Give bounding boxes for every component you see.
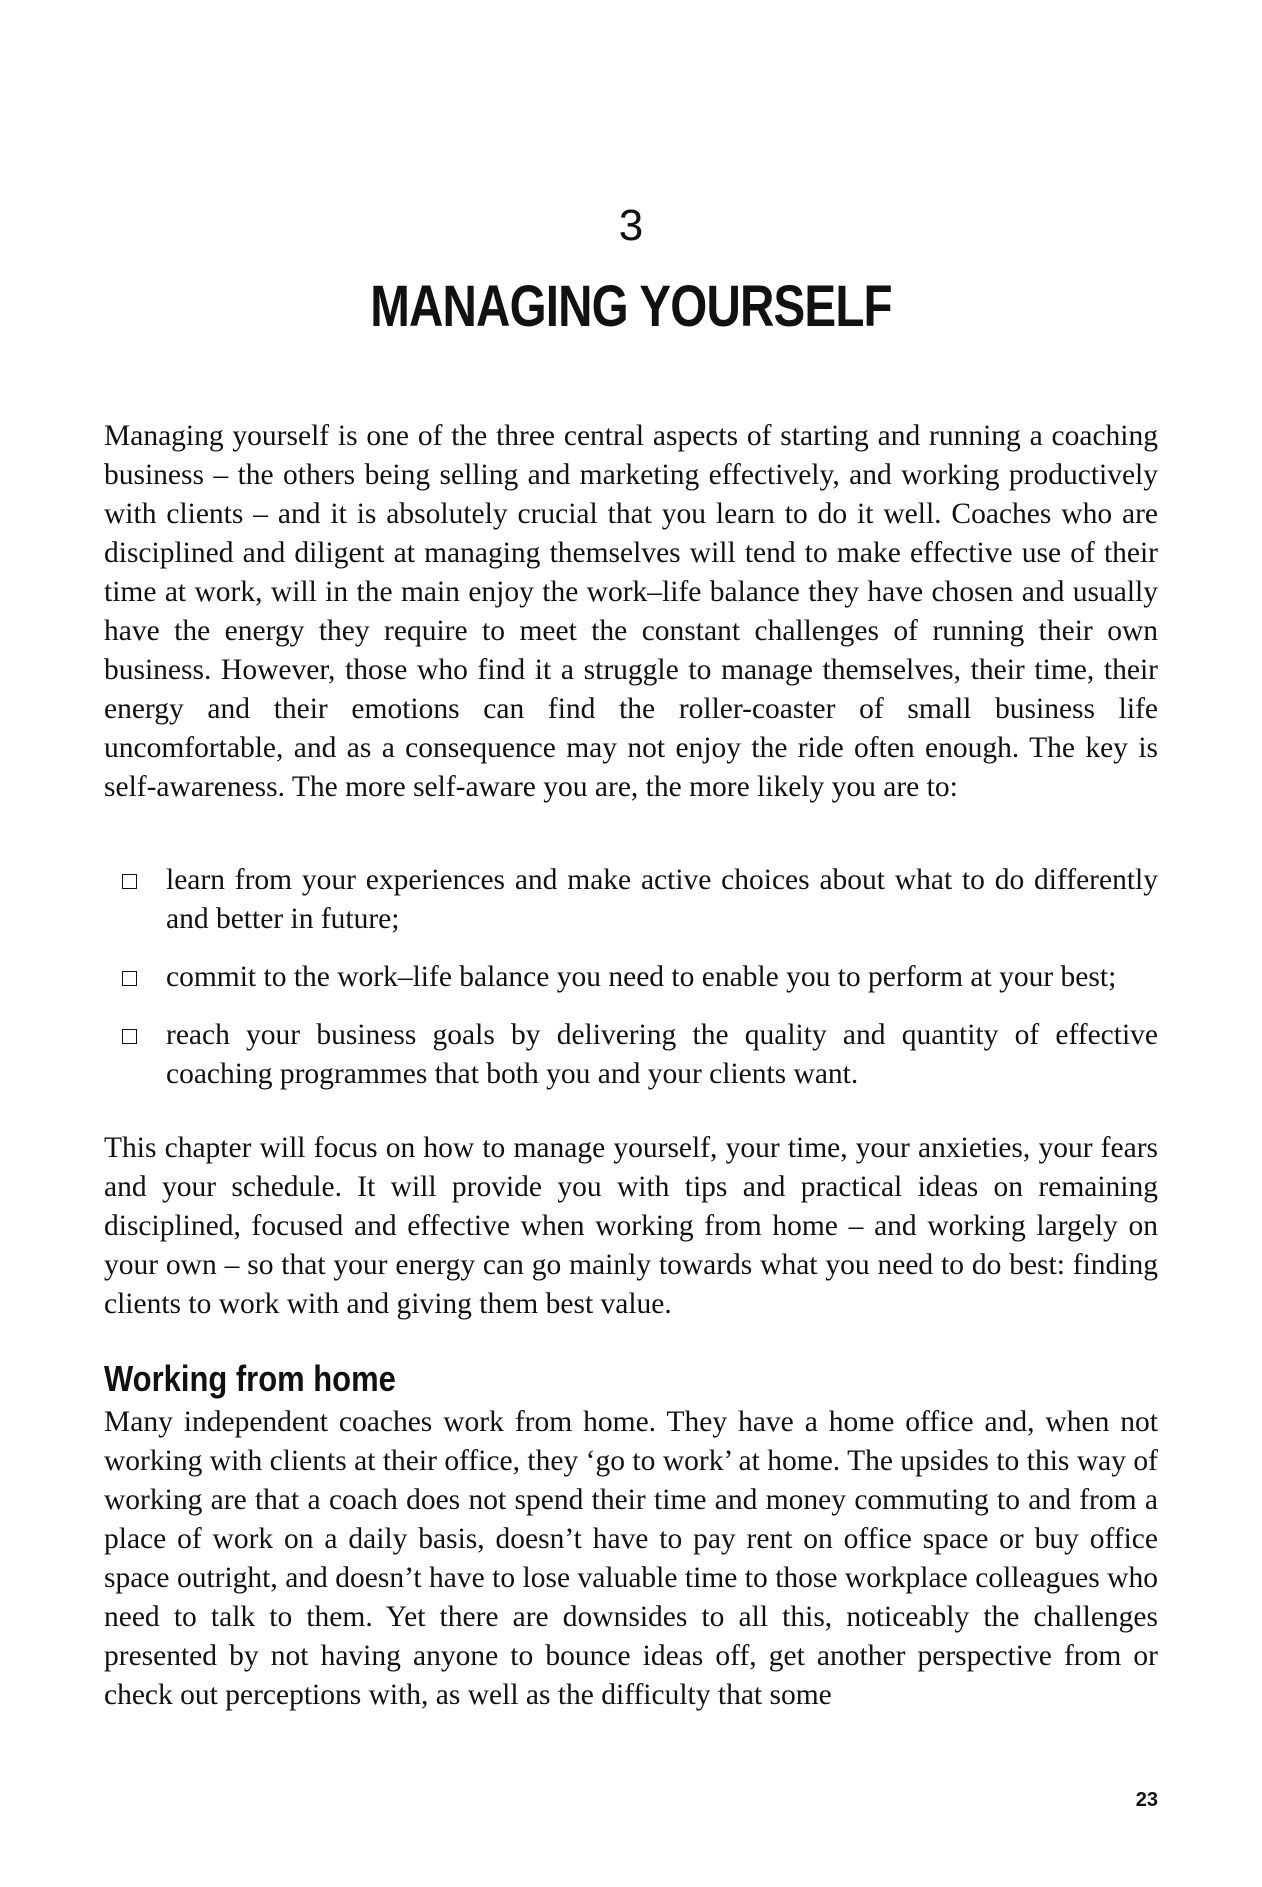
intro-paragraph: Managing yourself is one of the three central aspects of starting and running a coaching business – the others being selling and marketing effectively, and working productively with clients – and it is absolutely crucial that you learn to do it well. Coaches who are disciplined and diligent at managing themselves will tend to make effective use of their time at work, will in the main enjoy the work–life balance they have chosen and usually have the energy they require to meet the constant challenges of running their own business. However, those who find it a struggle to manage themselves, their time, their energy and their emotions can find the roller-coaster of small business life uncomfortable, and as a consequence may not enjoy the ride often enough. The key is self-awareness. The more self-aware you are, the more likely you are to: — [104, 420, 1158, 803]
section-heading: Working from home — [104, 1358, 396, 1399]
list-item-text: learn from your experiences and make active choices about what to do differently and better in future; — [166, 864, 1158, 935]
list-item-text: reach your business goals by delivering the quality and quantity of effective coaching programmes that both you and your clients want. — [166, 1019, 1158, 1090]
section-paragraph-block — [104, 1403, 1158, 1715]
page-number: 23 — [1135, 1789, 1158, 1811]
list-item — [104, 861, 1158, 939]
chapter-title: MANAGING YOURSELF — [370, 274, 892, 339]
list-item — [104, 958, 1158, 997]
section-paragraph: Many independent coaches work from home. They have a home office and, when not working with clients at their office, they ‘go to work’ at home. The upsides to this way of working are that a coach does not spend their time and money commuting to and from a place of work on a daily basis, doesn’t have to pay rent on office space or buy office space outright, and doesn’t have to lose valuable time to those workplace colleagues who need to talk to them. Yet there are downsides to all this, noticeably the challenges presented by not having anyone to bounce ideas off, get another perspective from or check out perceptions with, as well as the difficulty that some — [104, 1406, 1158, 1711]
list-item-text: commit to the work–life balance you need to enable you to perform at your best; — [166, 961, 1117, 993]
focus-paragraph-block — [104, 1129, 1158, 1324]
focus-paragraph: This chapter will focus on how to manage yourself, your time, your anxieties, your fears and your schedule. It will provide you with tips and practical ideas on remaining disciplined, focused and effective when working from home – and working largely on your own – so that your energy can go mainly towards what you need to do best: finding clients to work with and giving them best value. — [104, 1132, 1158, 1320]
chapter-number: 3 — [618, 201, 644, 250]
checkbox-bullet-icon — [122, 1029, 137, 1044]
bullet-list — [104, 861, 1158, 1113]
checkbox-bullet-icon — [122, 874, 137, 889]
checkbox-bullet-icon — [122, 971, 137, 986]
intro-paragraph-block — [104, 417, 1158, 807]
list-item — [104, 1016, 1158, 1094]
